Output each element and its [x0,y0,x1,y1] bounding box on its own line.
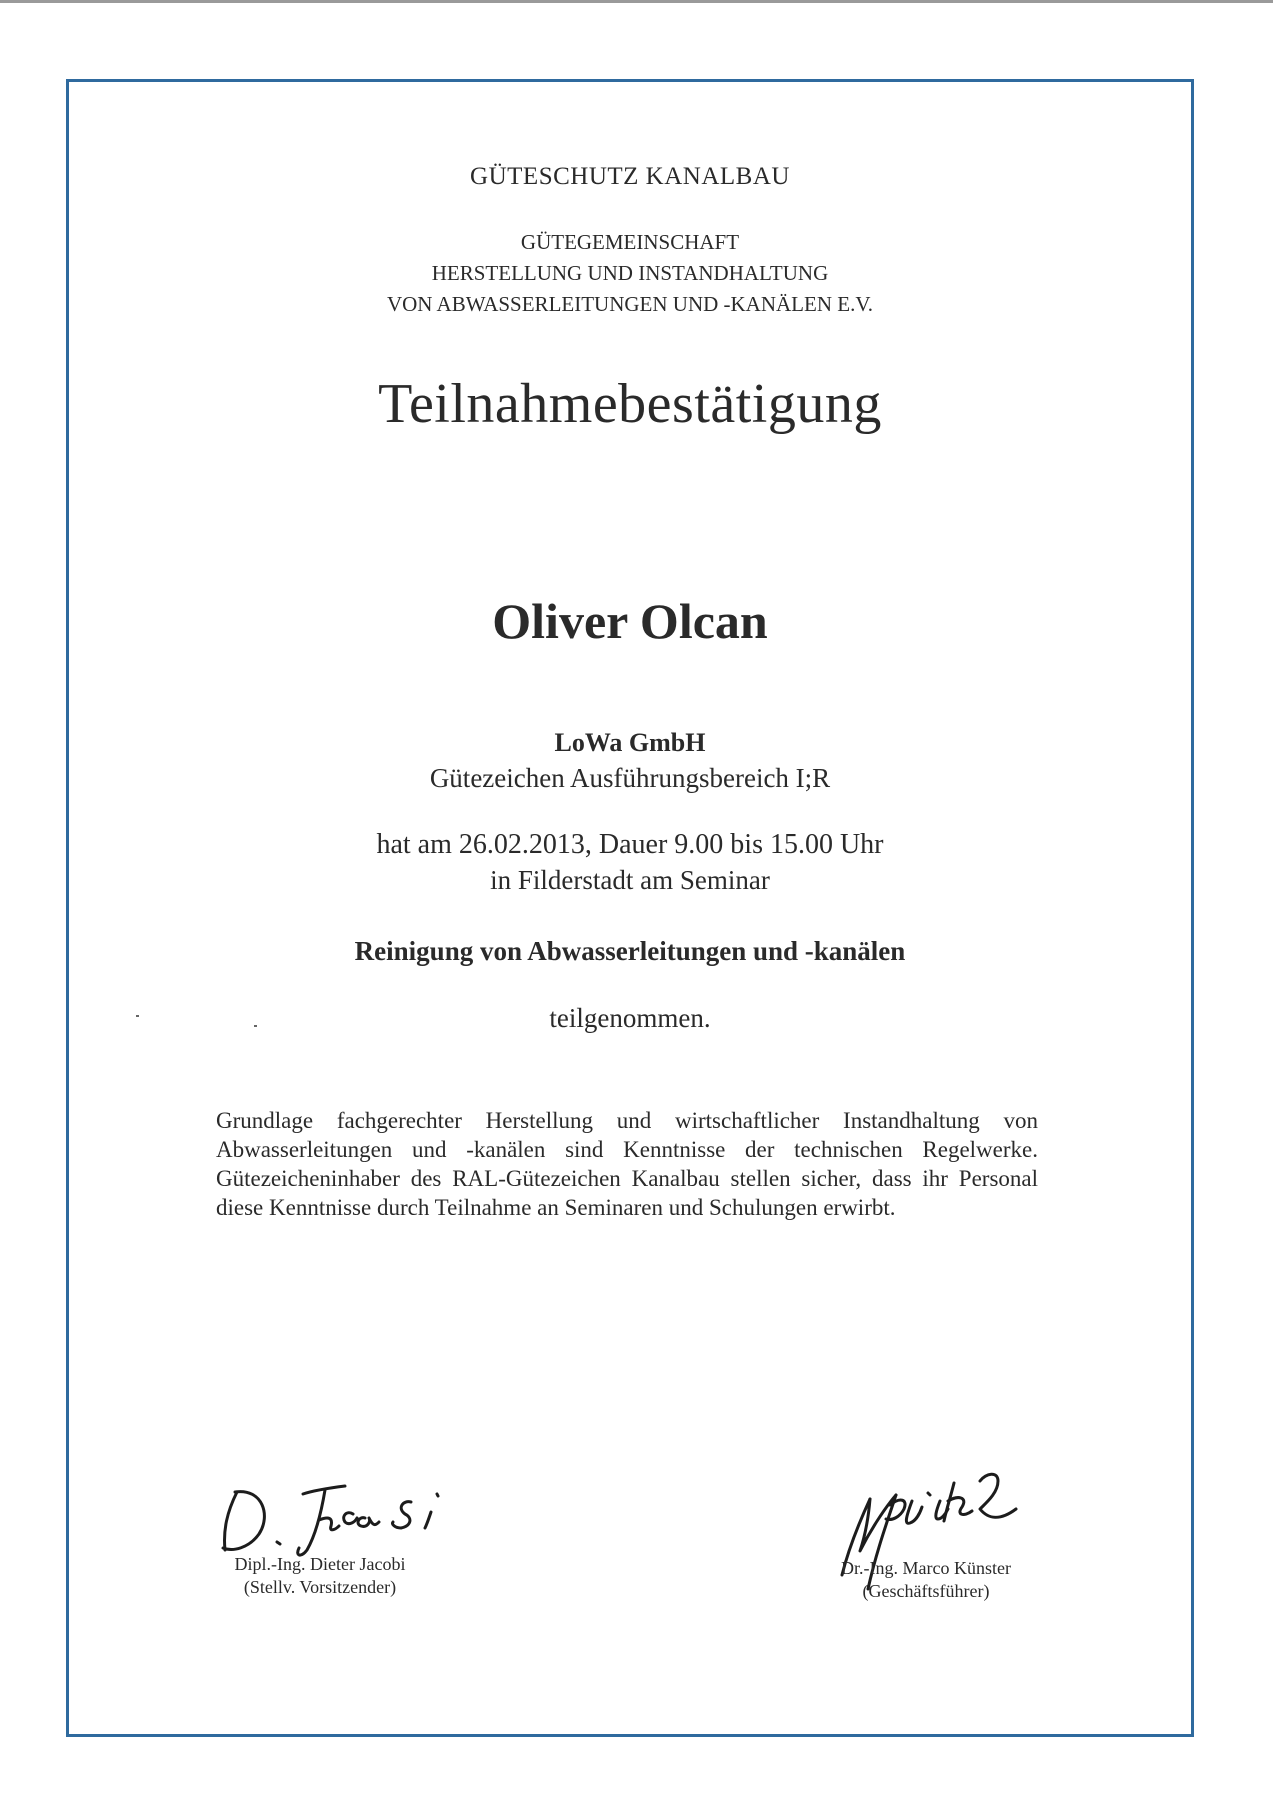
document-title: Teilnahmebestätigung [378,373,882,435]
signature-left-handwriting [215,1480,465,1560]
signatory-name: Dipl.-Ing. Dieter Jacobi [234,1554,406,1574]
organization-name: GÜTESCHUTZ KANALBAU [470,163,790,190]
seminar-title: Reinigung von Abwasserleitungen und -kanälen [354,936,906,966]
signature-left-caption [195,1553,445,1599]
signatory-name: Dr.-Ing. Marco Künster [841,1558,1011,1578]
recipient-name: Oliver Olcan [492,593,768,649]
organization-subtitle-line: VON ABWASSERLEITUNGEN UND -KANÄLEN E.V. [386,292,874,316]
organization-subtitle-line: HERSTELLUNG UND INSTANDHALTUNG [431,261,829,285]
scan-top-edge [0,0,1273,3]
completed-text: teilgenommen. [549,1003,711,1033]
signatory-role: (Geschäftsführer) [862,1581,990,1601]
quality-mark-scope: Gütezeichen Ausführungsbereich I;R [429,763,831,793]
signatory-role: (Stellv. Vorsitzender) [243,1577,397,1597]
signature-right-caption [806,1557,1046,1603]
date-line: hat am 26.02.2013, Dauer 9.00 bis 15.00 Uhr [376,829,884,860]
organization-subtitle-line: GÜTEGEMEINSCHAFT [520,230,740,254]
body-paragraph: Grundlage fachgerechter Herstellung und wirtschaftlicher Instandhaltung von Abwasserleitungen und -kanälen sind Kenntnisse der technischen Regelwerke. Gütezeicheninhaber des RAL-Gütezeichen Kanalbau stellen sicher, dass ihr Personal diese Kenntnisse durch Teilnahme an Seminaren und Schulungen erwirbt. [216,1108,1038,1220]
organization-subtitle [66,227,1194,320]
scan-speck [254,1025,257,1027]
scan-speck [136,1015,139,1017]
place-line: in Filderstadt am Seminar [490,865,770,895]
company-name: LoWa GmbH [554,728,706,757]
